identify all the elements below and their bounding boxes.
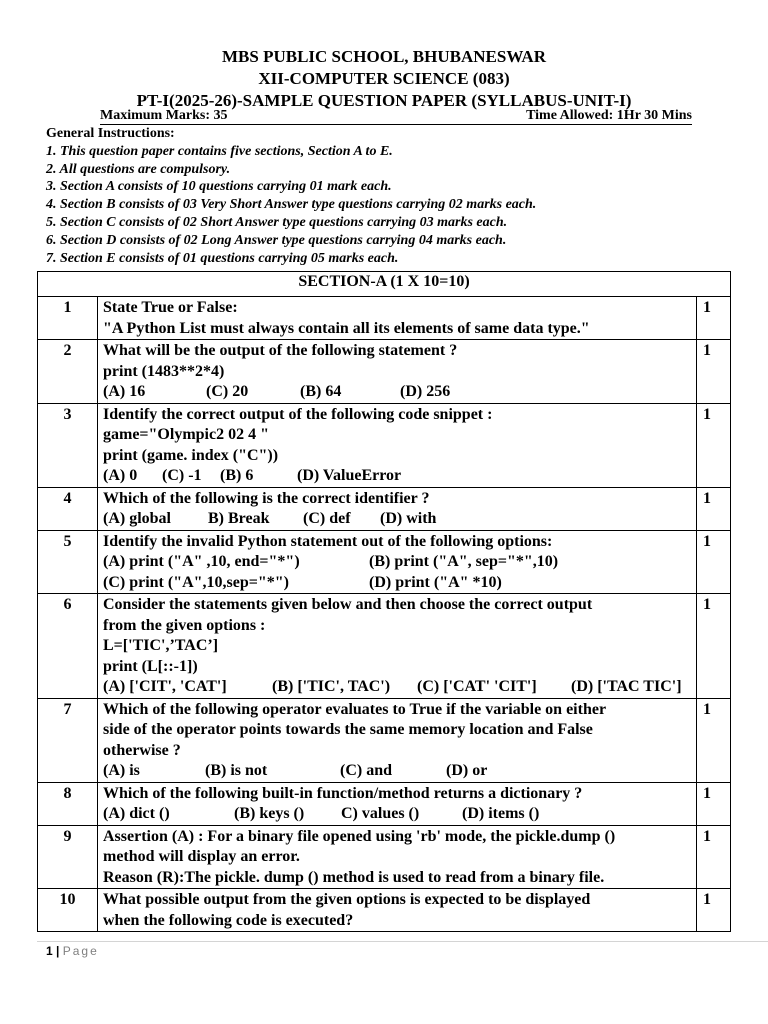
question-line: Reason (R):The pickle. dump () method is used to read from a binary file.: [103, 868, 605, 886]
question-text: [98, 487, 697, 530]
question-marks: 1: [697, 782, 731, 825]
question-line: Assertion (A) : For a binary file opened using 'rb' mode, the pickle.dump (): [103, 827, 616, 845]
question-row: [38, 698, 731, 782]
answer-option: (D) 256: [400, 383, 451, 400]
question-number: 1: [38, 297, 98, 340]
answer-option: B) Break: [208, 510, 270, 527]
question-row: [38, 594, 731, 699]
question-row: [38, 825, 731, 889]
question-line: State True or False:: [103, 299, 238, 316]
answer-option: (D) ['TAC TIC']: [571, 678, 682, 695]
answer-option: (C) print ("A",10,sep="*"): [103, 573, 289, 591]
question-row: [38, 403, 731, 487]
answer-option: (A) ['CIT', 'CAT']: [103, 678, 227, 695]
question-line: otherwise ?: [103, 741, 181, 759]
question-number: 3: [38, 403, 98, 487]
subject-title: XII-COMPUTER SCIENCE (083): [258, 69, 510, 88]
paper-title: PT-I(2025-26)-SAMPLE QUESTION PAPER (SYLLABUS-UNIT-I): [136, 91, 632, 110]
question-marks: 1: [697, 403, 731, 487]
question-row: [38, 889, 731, 932]
question-marks: 1: [697, 530, 731, 594]
instruction-item: 4. Section B consists of 03 Very Short Answer type questions carrying 02 marks each.: [46, 197, 537, 213]
question-number: 8: [38, 782, 98, 825]
question-marks: 1: [697, 825, 731, 889]
answer-options: [103, 509, 692, 530]
question-marks: 1: [697, 698, 731, 782]
question-text: [98, 698, 697, 782]
answer-option: (A) is: [103, 762, 140, 779]
question-marks: 1: [697, 297, 731, 340]
question-line: What will be the output of the following statement ?: [103, 342, 458, 359]
answer-option: (B) print ("A", sep="*",10): [369, 553, 559, 570]
answer-option: (C) ['CAT' 'CIT']: [417, 678, 537, 695]
question-text: [98, 889, 697, 932]
page-number: 1: [46, 944, 53, 958]
question-line: Identify the correct output of the following code snippet :: [103, 405, 493, 423]
answer-option: (A) print ("A" ,10, end="*"): [103, 553, 300, 570]
answer-option: (B) is not: [205, 762, 268, 779]
section-a-title: SECTION-A (1 X 10=10): [38, 272, 731, 297]
answer-option: (B) keys (): [234, 805, 305, 822]
question-row: [38, 530, 731, 594]
question-number: 7: [38, 698, 98, 782]
section-a-table: [37, 271, 731, 932]
answer-options: [103, 804, 692, 825]
marks-time-row: [100, 108, 692, 125]
question-line: print (game. index ("C")): [103, 446, 279, 464]
question-text: [98, 825, 697, 889]
question-line: Identify the invalid Python statement out of the following options:: [103, 532, 553, 550]
answer-option: (D) items (): [462, 805, 540, 822]
question-text: [98, 403, 697, 487]
answer-option: (C) 20: [206, 383, 249, 400]
question-marks: 1: [697, 487, 731, 530]
question-line: What possible output from the given options is expected to be displayed: [103, 891, 591, 908]
instruction-item: 5. Section C consists of 02 Short Answer type questions carrying 03 marks each.: [46, 214, 508, 230]
general-instructions: [46, 125, 746, 267]
answer-option: (A) global: [103, 510, 171, 527]
page-footer: [46, 944, 99, 958]
question-text: [98, 297, 697, 340]
question-line: when the following code is executed?: [103, 911, 354, 929]
paper-header: [0, 46, 768, 112]
question-marks: 1: [697, 594, 731, 699]
section-header-row: [38, 272, 731, 297]
question-text: [98, 530, 697, 594]
page-label: Page: [62, 944, 99, 958]
answer-options: [103, 552, 692, 573]
answer-option: (B) 64: [300, 383, 342, 400]
time-allowed: Time Allowed: 1Hr 30 Mins: [526, 108, 692, 123]
question-line: Which of the following operator evaluates to True if the variable on either: [103, 700, 607, 718]
question-marks: 1: [697, 889, 731, 932]
answer-option: (D) ValueError: [297, 467, 402, 484]
answer-option: (B) 6: [220, 467, 254, 484]
question-line: game="Olympic2 02 4 ": [103, 426, 269, 443]
question-line: from the given options :: [103, 616, 266, 634]
instruction-item: 6. Section D consists of 02 Long Answer type questions carrying 04 marks each.: [46, 232, 507, 248]
answer-options: [103, 761, 692, 782]
question-marks: 1: [697, 340, 731, 404]
question-number: 2: [38, 340, 98, 404]
max-marks: Maximum Marks: 35: [100, 108, 228, 123]
question-line: side of the operator points towards the same memory location and False: [103, 721, 593, 738]
question-row: [38, 782, 731, 825]
question-number: 9: [38, 825, 98, 889]
answer-option: (D) or: [446, 762, 488, 779]
footer-divider: [37, 941, 768, 942]
school-name: MBS PUBLIC SCHOOL, BHUBANESWAR: [221, 47, 546, 66]
answer-option: (D) with: [380, 510, 437, 527]
answer-option: (B) ['TIC', TAC'): [272, 678, 391, 695]
question-number: 6: [38, 594, 98, 699]
answer-options: [103, 573, 692, 594]
answer-option: (C) def: [303, 510, 351, 527]
question-number: 5: [38, 530, 98, 594]
question-line: "A Python List must always contain all its elements of same data type.": [103, 319, 590, 337]
instructions-title: General Instructions:: [46, 126, 175, 141]
question-text: [98, 594, 697, 699]
question-line: Which of the following built-in function/method returns a dictionary ?: [103, 784, 583, 802]
question-line: method will display an error.: [103, 848, 300, 865]
question-text: [98, 340, 697, 404]
instruction-item: 2. All questions are compulsory.: [46, 161, 231, 177]
question-line: Which of the following is the correct identifier ?: [103, 489, 430, 507]
answer-option: C) values (): [341, 805, 420, 822]
answer-option: (A) 0: [103, 467, 138, 484]
question-row: [38, 340, 731, 404]
question-line: print (1483**2*4): [103, 362, 225, 380]
answer-option: (C) -1: [162, 467, 202, 484]
question-line: L=['TIC',’TAC’]: [103, 637, 219, 654]
question-line: print (L[::-1]): [103, 657, 198, 675]
answer-option: (C) and: [340, 762, 393, 779]
question-line: Consider the statements given below and then choose the correct output: [103, 596, 593, 613]
answer-options: [103, 466, 692, 487]
question-number: 10: [38, 889, 98, 932]
answer-option: (A) dict (): [103, 805, 170, 822]
instruction-item: 1. This question paper contains five sections, Section A to E.: [46, 143, 393, 159]
question-row: [38, 487, 731, 530]
answer-options: [103, 382, 692, 403]
answer-option: (D) print ("A" *10): [369, 573, 502, 591]
footer-separator: |: [56, 944, 60, 958]
answer-option: (A) 16: [103, 383, 146, 400]
question-text: [98, 782, 697, 825]
instruction-item: 3. Section A consists of 10 questions carrying 01 mark each.: [46, 179, 392, 195]
instruction-item: 7. Section E consists of 01 questions carrying 05 marks each.: [46, 250, 399, 266]
answer-options: [103, 677, 692, 698]
question-number: 4: [38, 487, 98, 530]
question-row: [38, 297, 731, 340]
